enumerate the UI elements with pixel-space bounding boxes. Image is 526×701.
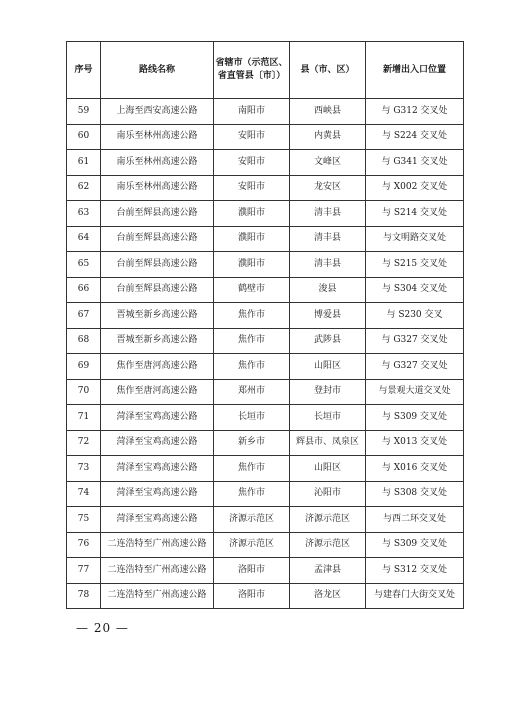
header-city: 省辖市（示范区、省直管县〔市〕） — [214, 42, 290, 99]
cell-county: 辉县市、凤泉区 — [290, 430, 366, 456]
cell-county: 沁阳市 — [290, 481, 366, 507]
cell-county: 文峰区 — [290, 150, 366, 176]
table-body — [67, 99, 464, 609]
cell-city: 洛阳市 — [214, 558, 290, 584]
table-row — [67, 303, 464, 329]
cell-route-name: 台前至辉县高速公路 — [101, 252, 214, 278]
cell-city: 济源示范区 — [214, 507, 290, 533]
cell-route-name: 南乐至林州高速公路 — [101, 175, 214, 201]
cell-county: 清丰县 — [290, 201, 366, 227]
cell-exit-location: 与 G327 交叉处 — [366, 354, 464, 380]
cell-seq: 72 — [67, 430, 101, 456]
cell-exit-location: 与 S230 交叉 — [366, 303, 464, 329]
cell-route-name: 二连浩特至广州高速公路 — [101, 532, 214, 558]
cell-seq: 67 — [67, 303, 101, 329]
cell-county: 博爱县 — [290, 303, 366, 329]
cell-county: 龙安区 — [290, 175, 366, 201]
table-row — [67, 558, 464, 584]
highway-exits-table — [66, 41, 464, 609]
table-row — [67, 430, 464, 456]
cell-route-name: 台前至辉县高速公路 — [101, 201, 214, 227]
table-row — [67, 175, 464, 201]
cell-exit-location: 与 X002 交叉处 — [366, 175, 464, 201]
cell-seq: 60 — [67, 124, 101, 150]
cell-exit-location: 与 S214 交叉处 — [366, 201, 464, 227]
cell-exit-location: 与 S215 交叉处 — [366, 252, 464, 278]
cell-exit-location: 与 G341 交叉处 — [366, 150, 464, 176]
cell-city: 焦作市 — [214, 481, 290, 507]
cell-exit-location: 与景观大道交叉处 — [366, 379, 464, 405]
cell-county: 清丰县 — [290, 252, 366, 278]
cell-county: 长垣市 — [290, 405, 366, 431]
cell-exit-location: 与 S224 交叉处 — [366, 124, 464, 150]
cell-seq: 64 — [67, 226, 101, 252]
table-row — [67, 226, 464, 252]
cell-route-name: 焦作至唐河高速公路 — [101, 379, 214, 405]
table-row — [67, 583, 464, 609]
cell-route-name: 晋城至新乡高速公路 — [101, 303, 214, 329]
cell-seq: 76 — [67, 532, 101, 558]
table-row — [67, 354, 464, 380]
cell-city: 焦作市 — [214, 328, 290, 354]
cell-city: 安阳市 — [214, 150, 290, 176]
cell-city: 濮阳市 — [214, 226, 290, 252]
cell-city: 焦作市 — [214, 303, 290, 329]
cell-route-name: 上海至西安高速公路 — [101, 99, 214, 125]
cell-exit-location: 与 G327 交叉处 — [366, 328, 464, 354]
cell-seq: 62 — [67, 175, 101, 201]
cell-city: 新乡市 — [214, 430, 290, 456]
cell-seq: 75 — [67, 507, 101, 533]
cell-county: 武陟县 — [290, 328, 366, 354]
table-header-row — [67, 42, 464, 99]
cell-seq: 69 — [67, 354, 101, 380]
cell-city: 洛阳市 — [214, 583, 290, 609]
cell-city: 焦作市 — [214, 354, 290, 380]
cell-city: 濮阳市 — [214, 201, 290, 227]
cell-city: 济源示范区 — [214, 532, 290, 558]
cell-county: 内黄县 — [290, 124, 366, 150]
cell-route-name: 焦作至唐河高速公路 — [101, 354, 214, 380]
cell-route-name: 南乐至林州高速公路 — [101, 150, 214, 176]
cell-exit-location: 与 S308 交叉处 — [366, 481, 464, 507]
header-new-exit-location: 新增出入口位置 — [366, 42, 464, 99]
cell-county: 孟津县 — [290, 558, 366, 584]
table-row — [67, 379, 464, 405]
cell-seq: 59 — [67, 99, 101, 125]
table-row — [67, 252, 464, 278]
cell-seq: 61 — [67, 150, 101, 176]
cell-exit-location: 与 G312 交叉处 — [366, 99, 464, 125]
cell-city: 濮阳市 — [214, 252, 290, 278]
cell-city: 安阳市 — [214, 124, 290, 150]
cell-exit-location: 与 X016 交叉处 — [366, 456, 464, 482]
cell-exit-location: 与 S309 交叉处 — [366, 405, 464, 431]
cell-county: 洛龙区 — [290, 583, 366, 609]
cell-county: 登封市 — [290, 379, 366, 405]
cell-route-name: 菏泽至宝鸡高速公路 — [101, 507, 214, 533]
table-row — [67, 328, 464, 354]
table-row — [67, 201, 464, 227]
cell-city: 南阳市 — [214, 99, 290, 125]
cell-seq: 63 — [67, 201, 101, 227]
cell-exit-location: 与文明路交叉处 — [366, 226, 464, 252]
cell-route-name: 台前至辉县高速公路 — [101, 226, 214, 252]
cell-route-name: 菏泽至宝鸡高速公路 — [101, 481, 214, 507]
cell-route-name: 菏泽至宝鸡高速公路 — [101, 405, 214, 431]
table-row — [67, 507, 464, 533]
cell-seq: 78 — [67, 583, 101, 609]
table-row — [67, 405, 464, 431]
cell-county: 济源示范区 — [290, 507, 366, 533]
table-row — [67, 277, 464, 303]
table-row — [67, 456, 464, 482]
cell-county: 山阳区 — [290, 354, 366, 380]
cell-county: 济源示范区 — [290, 532, 366, 558]
cell-exit-location: 与 S304 交叉处 — [366, 277, 464, 303]
table-row — [67, 532, 464, 558]
table-row — [67, 99, 464, 125]
cell-exit-location: 与 S312 交叉处 — [366, 558, 464, 584]
cell-county: 清丰县 — [290, 226, 366, 252]
cell-route-name: 二连浩特至广州高速公路 — [101, 583, 214, 609]
cell-seq: 71 — [67, 405, 101, 431]
cell-city: 鹤壁市 — [214, 277, 290, 303]
page-number: — 20 — — [76, 621, 129, 635]
cell-exit-location: 与 X013 交叉处 — [366, 430, 464, 456]
header-seq: 序号 — [67, 42, 101, 99]
cell-route-name: 菏泽至宝鸡高速公路 — [101, 456, 214, 482]
cell-exit-location: 与西二环交叉处 — [366, 507, 464, 533]
cell-seq: 70 — [67, 379, 101, 405]
cell-seq: 65 — [67, 252, 101, 278]
cell-city: 焦作市 — [214, 456, 290, 482]
header-county: 县（市、区） — [290, 42, 366, 99]
cell-city: 长垣市 — [214, 405, 290, 431]
cell-route-name: 二连浩特至广州高速公路 — [101, 558, 214, 584]
cell-seq: 74 — [67, 481, 101, 507]
table-row — [67, 481, 464, 507]
cell-route-name: 晋城至新乡高速公路 — [101, 328, 214, 354]
cell-county: 浚县 — [290, 277, 366, 303]
table-row — [67, 124, 464, 150]
cell-seq: 73 — [67, 456, 101, 482]
cell-seq: 66 — [67, 277, 101, 303]
cell-seq: 77 — [67, 558, 101, 584]
cell-exit-location: 与建春门大街交叉处 — [366, 583, 464, 609]
cell-county: 山阳区 — [290, 456, 366, 482]
cell-route-name: 菏泽至宝鸡高速公路 — [101, 430, 214, 456]
header-route-name: 路线名称 — [101, 42, 214, 99]
cell-route-name: 台前至辉县高速公路 — [101, 277, 214, 303]
cell-exit-location: 与 S309 交叉处 — [366, 532, 464, 558]
table-row — [67, 150, 464, 176]
cell-county: 西峡县 — [290, 99, 366, 125]
cell-city: 安阳市 — [214, 175, 290, 201]
cell-route-name: 南乐至林州高速公路 — [101, 124, 214, 150]
cell-seq: 68 — [67, 328, 101, 354]
cell-city: 郑州市 — [214, 379, 290, 405]
